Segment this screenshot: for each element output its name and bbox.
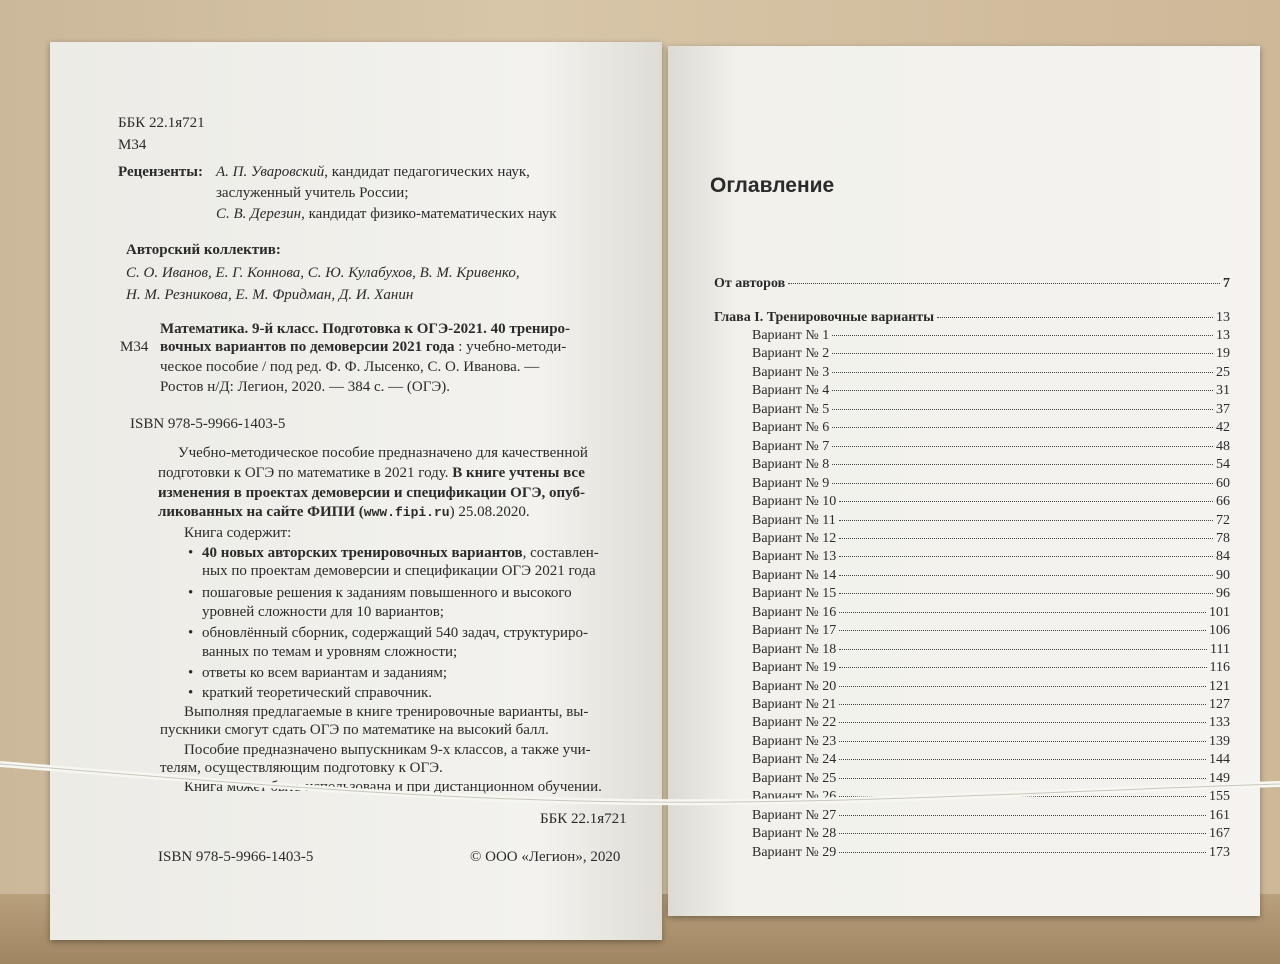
toc-entry-label: Вариант № 1 [752,328,830,343]
toc-entry-label: Вариант № 27 [752,807,837,823]
toc-entry-label: Вариант № 8 [752,457,830,473]
toc-entry-page: 66 [1216,494,1230,510]
toc-entry-page: 19 [1216,346,1230,362]
bbk-bottom: ББК 22.1я721 [540,811,627,827]
toc-entry-label: Вариант № 25 [752,770,837,786]
toc-entry-variant[interactable] [752,715,1230,733]
toc-entry-page: 42 [1216,420,1230,436]
biblio-line-4: Ростов н/Д: Легион, 2020. — 384 с. — (ОГЭ). [160,379,451,395]
toc-entry-variant[interactable] [752,605,1230,623]
author-mark: М34 [118,137,147,153]
toc-entry-label: Вариант № 6 [752,420,830,436]
toc-entry-page: 121 [1209,678,1230,694]
toc-entry-page: 133 [1209,715,1230,731]
toc-entry-variant[interactable] [752,568,1230,586]
toc-entry-page: 96 [1216,586,1230,602]
toc-entry-label: Вариант № 17 [752,623,837,639]
toc-entry-variant[interactable] [752,346,1230,364]
toc-entry-variant[interactable] [752,697,1230,715]
biblio-code: М34 [120,339,149,355]
toc-entry-label: Вариант № 15 [752,586,837,602]
toc-entry-variant[interactable] [752,549,1230,567]
toc-entry-variant[interactable] [752,845,1230,863]
toc-entry-page: 106 [1209,623,1230,639]
toc-entry-page: 37 [1216,401,1230,417]
toc-entry-variant[interactable] [752,513,1230,531]
reviewer-1: А. П. Уваровский, кандидат педагогических наук, [216,164,530,180]
toc-entry-page: 72 [1216,512,1230,528]
toc-entry-label: Вариант № 11 [752,512,836,528]
toc-entry-label: Вариант № 4 [752,383,830,399]
para-2-line2: телям, осуществляющим подготовку к ОГЭ. [160,760,443,776]
toc-entry-label: Вариант № 9 [752,475,830,491]
toc-entry-page: 167 [1209,826,1230,842]
bullet-item-3-line2: ванных по темам и уровням сложности; [202,644,458,660]
toc-entry-variant[interactable] [752,623,1230,641]
toc-entry-variant[interactable] [752,439,1230,457]
toc-entry-page: 155 [1209,789,1230,805]
toc-entry-variant[interactable] [752,808,1230,826]
toc-entry-page: 25 [1216,364,1230,380]
toc-entry-page: 173 [1209,844,1230,860]
toc-entry-variant[interactable] [752,383,1230,401]
bbk-code: ББК 22.1я721 [118,115,205,131]
reviewer-2: С. В. Дерезин, кандидат физико-математических наук [216,206,557,222]
toc-entry-variant[interactable] [752,679,1230,697]
toc-entry-label: Вариант № 12 [752,530,837,546]
reviewer-1-line2: заслуженный учитель России; [216,185,409,201]
toc-entry-label: Вариант № 3 [752,364,830,380]
toc-entry-label: Вариант № 18 [752,641,837,657]
toc-entry-variant[interactable] [752,734,1230,752]
toc-entry-label: Вариант № 10 [752,494,837,510]
toc-entry-chapter-1[interactable]: Глава I. Тренировочные варианты 13 [714,310,1230,325]
biblio-line-3: ческое пособие / под ред. Ф. Ф. Лысенко, С. О. Иванова. — [160,359,540,375]
desc-line-1: Учебно-методическое пособие предназначено для качественной [178,445,588,461]
toc-entry-page: 144 [1209,752,1230,768]
toc-entry-variant[interactable] [752,328,1230,346]
toc-entry-label: Вариант № 13 [752,549,837,565]
toc-entry-label: Вариант № 23 [752,733,837,749]
bullet-item-3: • обновлённый сборник, содержащий 540 задач, структуриро- [202,624,588,642]
toc-entry-page: 139 [1209,733,1230,749]
toc-entry-variant[interactable] [752,660,1230,678]
desc-line-4: ликованных на сайте ФИПИ (www.fipi.ru) 25.08.2020. [158,504,530,520]
toc-title: Оглавление [710,174,835,197]
reviewers-label: Рецензенты: [118,164,203,180]
toc-entry-page: 60 [1216,475,1230,491]
biblio-line-2: вочных вариантов по демоверсии 2021 года : учебно-методи- [160,339,567,355]
isbn: ISBN 978-5-9966-1403-5 [130,416,286,432]
authors-line-1: С. О. Иванов, Е. Г. Коннова, С. Ю. Кулабухов, В. М. Кривенко, [126,265,520,281]
toc-entry-page: 101 [1209,604,1230,620]
bullet-item-2-line2: уровней сложности для 10 вариантов; [202,604,444,620]
bullet-item-1-line2: ных по проектам демоверсии и спецификации ОГЭ 2021 года [202,563,596,579]
toc-entry-variant[interactable] [752,531,1230,549]
toc-entry-label: Вариант № 20 [752,678,837,694]
toc-entry-page: 161 [1209,807,1230,823]
toc-entry-label: Вариант № 26 [752,789,837,805]
toc-entry-variant[interactable] [752,402,1230,420]
authors-label: Авторский коллектив: [126,242,281,258]
toc-entry-variant[interactable] [752,457,1230,475]
toc-entry-variant[interactable] [752,826,1230,844]
isbn-bottom: ISBN 978-5-9966-1403-5 [158,849,314,865]
toc-entry-variant[interactable] [752,420,1230,438]
authors-line-2: Н. М. Резникова, Е. М. Фридман, Д. И. Ханин [126,287,414,303]
desc-line-2: подготовки к ОГЭ по математике в 2021 году. В книге учтены все [158,465,585,481]
toc-entry-page: 48 [1216,438,1230,454]
bullet-item-1: • 40 новых авторских тренировочных вариантов, составлен- [202,544,599,562]
bullet-item-2: • пошаговые решения к заданиям повышенного и высокого [202,584,572,602]
toc-entry-from-authors[interactable]: От авторов 7 [714,276,1230,291]
toc-entry-label: Вариант № 7 [752,438,830,454]
desc-line-3: изменения в проектах демоверсии и спецификации ОГЭ, опуб- [158,485,585,501]
toc-entry-label: Вариант № 19 [752,660,837,676]
toc-entry-variant[interactable] [752,494,1230,512]
toc-entry-variant[interactable] [752,771,1230,789]
right-page [668,46,1260,916]
toc-entry-label: Вариант № 14 [752,567,837,583]
para-3: Книга может быть использована и при дистанционном обучении. [184,779,602,795]
toc-entry-label: Вариант № 22 [752,715,837,731]
toc-entry-page: 13 [1216,328,1230,343]
toc-entry-label: Вариант № 2 [752,346,830,362]
toc-entry-variant[interactable] [752,365,1230,383]
left-page [50,42,662,940]
para-2-line1: Пособие предназначено выпускникам 9-х классов, а также учи- [184,742,591,758]
para-1-line2: пускники смогут сдать ОГЭ по математике на высокий балл. [160,722,549,738]
toc-entry-variant[interactable] [752,586,1230,604]
toc-entry-variant[interactable] [752,642,1230,660]
toc-entry-page: 149 [1209,770,1230,786]
toc-entry-variant[interactable] [752,789,1230,807]
toc-entry-variant[interactable] [752,752,1230,770]
toc-entry-label: Вариант № 29 [752,844,837,860]
toc-entry-variant[interactable] [752,476,1230,494]
bullet-item-5: • краткий теоретический справочник. [202,684,432,702]
toc-entry-page: 78 [1216,530,1230,546]
bullet-item-4: • ответы ко всем вариантам и заданиям; [202,664,447,682]
toc-entry-page: 90 [1216,567,1230,583]
toc-entry-page: 31 [1216,383,1230,399]
toc-entry-label: Вариант № 28 [752,826,837,842]
toc-entry-page: 127 [1209,697,1230,712]
toc-entry-label: Вариант № 5 [752,401,830,417]
toc-entry-label: Вариант № 16 [752,604,837,620]
toc-entry-label: Вариант № 24 [752,752,837,768]
toc-entry-page: 111 [1210,641,1230,657]
biblio-line-1: Математика. 9-й класс. Подготовка к ОГЭ-2021. 40 трениро- [160,321,571,337]
toc-entry-page: 84 [1216,549,1230,565]
contains-label: Книга содержит: [184,525,292,541]
toc-entry-page: 116 [1209,660,1230,676]
para-1-line1: Выполняя предлагаемые в книге тренировочные варианты, вы- [184,704,589,720]
toc-entry-label: Вариант № 21 [752,697,837,712]
toc-entry-page: 54 [1216,457,1230,473]
copyright: © ООО «Легион», 2020 [470,849,621,865]
